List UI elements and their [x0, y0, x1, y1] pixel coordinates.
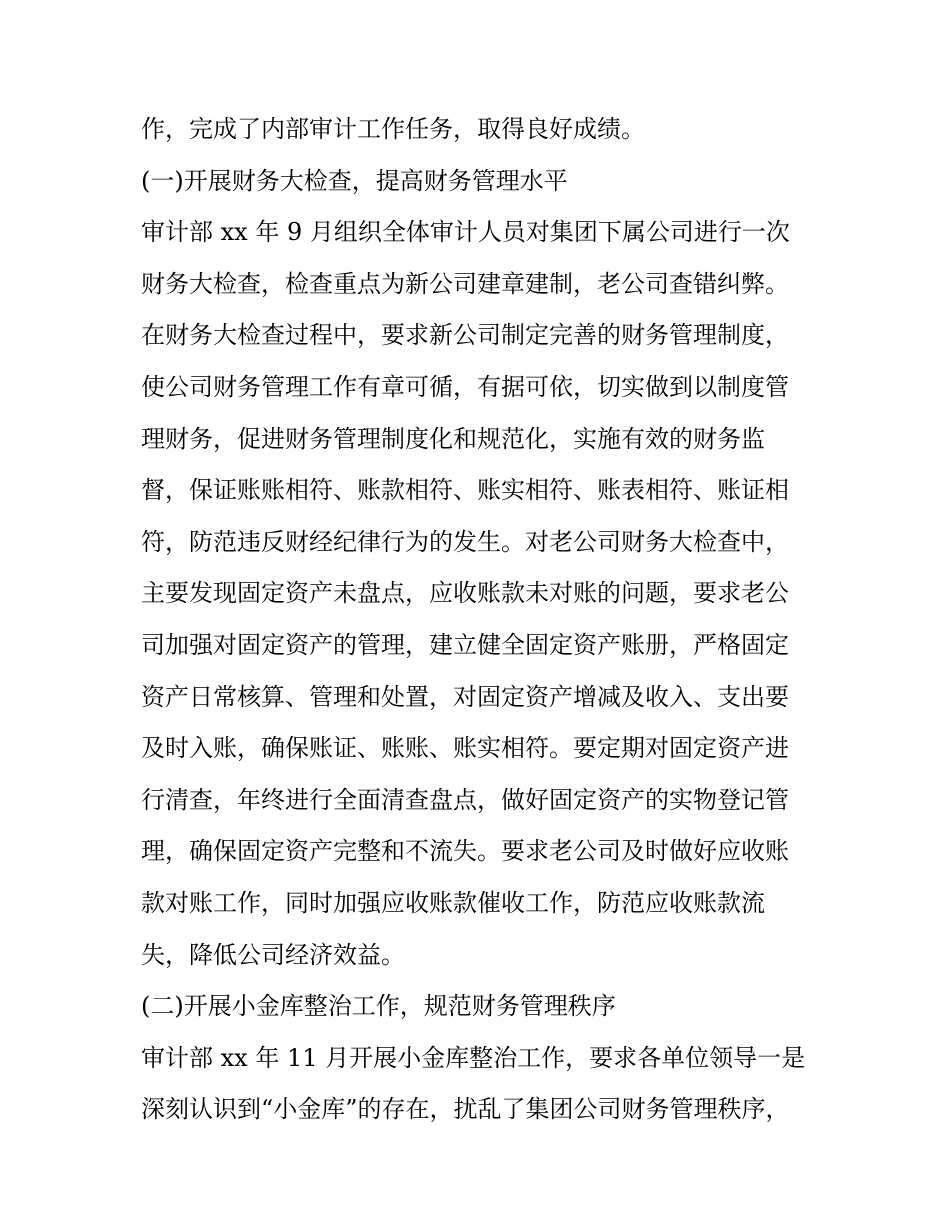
section-heading-1: (一)开展财务大检查，提高财务管理水平	[141, 166, 568, 195]
text-line-3: 审计部 xx 年 9 月组织全体审计人员对集团下属公司进行一次	[141, 218, 790, 247]
text-line-19: 审计部 xx 年 11 月开展小金库整治工作，要求各单位领导一是	[141, 1043, 806, 1072]
text-line-5: 在财务大检查过程中，要求新公司制定完善的财务管理制度，	[141, 321, 789, 350]
text-line-8: 督，保证账账相符、账款相符、账实相符、账表相符、账证相	[141, 476, 789, 505]
section-heading-2: (二)开展小金库整治工作，规范财务管理秩序	[141, 992, 616, 1021]
text-line-15: 理，确保固定资产完整和不流失。要求老公司及时做好应收账	[141, 837, 789, 866]
text-line-20: 深刻认识到“小金库”的存在，扰乱了集团公司财务管理秩序，	[141, 1095, 790, 1124]
text-line-16: 款对账工作，同时加强应收账款催收工作，防范应收账款流	[141, 888, 765, 917]
text-line-14: 行清查，年终进行全面清查盘点，做好固定资产的实物登记管	[141, 785, 789, 814]
text-line-9: 符，防范违反财经纪律行为的发生。对老公司财务大检查中，	[141, 527, 789, 556]
text-line-11: 司加强对固定资产的管理，建立健全固定资产账册，严格固定	[141, 630, 789, 659]
text-line-4: 财务大检查，检查重点为新公司建章建制，老公司查错纠弊。	[141, 269, 789, 298]
text-line-17: 失，降低公司经济效益。	[141, 940, 405, 969]
text-line-1: 作，完成了内部审计工作任务，取得良好成绩。	[141, 115, 645, 143]
text-line-10: 主要发现固定资产未盘点，应收账款未对账的问题，要求老公	[141, 579, 789, 608]
text-line-12: 资产日常核算、管理和处置，对固定资产增减及收入、支出要	[141, 682, 789, 711]
text-line-7: 理财务，促进财务管理制度化和规范化，实施有效的财务监	[141, 424, 765, 453]
text-line-13: 及时入账，确保账证、账账、账实相符。要定期对固定资产进	[141, 734, 789, 763]
document-body	[141, 104, 821, 1136]
text-line-6: 使公司财务管理工作有章可循，有据可依，切实做到以制度管	[141, 372, 789, 401]
